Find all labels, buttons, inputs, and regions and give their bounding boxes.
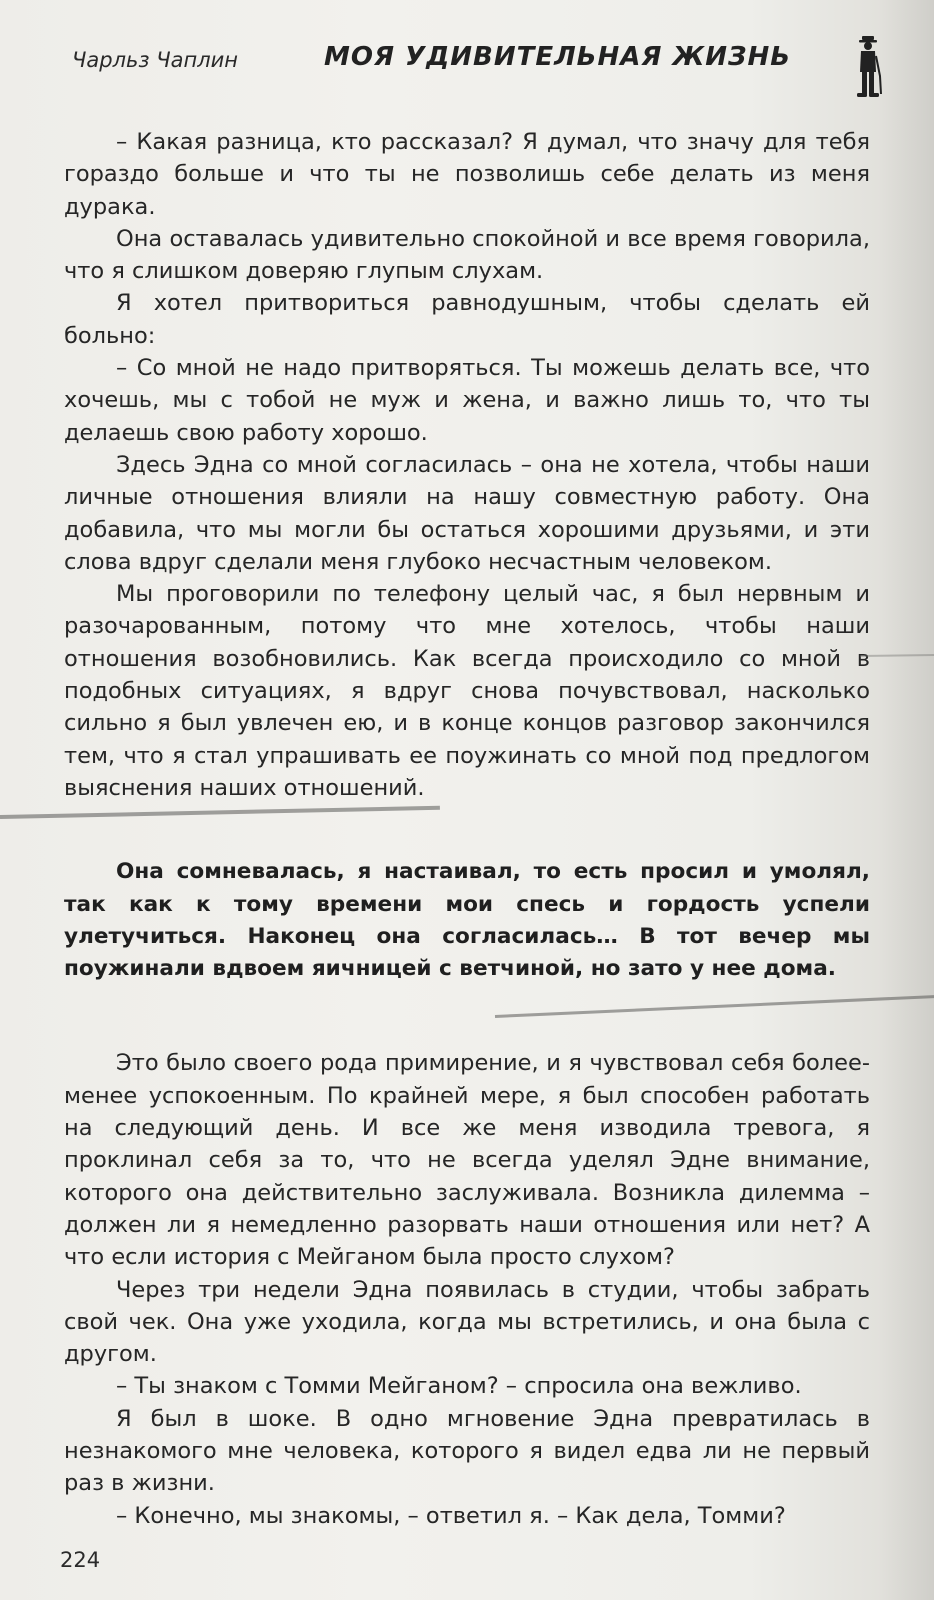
page-body [64,126,870,1532]
running-head-author: Чарльз Чаплин [72,48,239,72]
paragraph: – Конечно, мы знакомы, – ответил я. – Как дела, Томми? [116,1502,786,1529]
running-head [0,36,934,96]
paragraph: Это было своего рода примирение, и я чувствовал себя более-менее успокоенным. По крайней мере, я был способен работать на следующий день. И все же меня изводила тревога, я проклинал себя за то, что не всегда уделял Эдне внимание, которого она действительно заслуживала. Возникла дилемма – должен ли я немедленно разорвать наши отношения или нет? А что если история с Мейганом была просто слухом? [64,1050,870,1271]
paragraph: – Ты знаком с Томми Мейганом? – спросила она вежливо. [116,1373,802,1400]
spacer [64,985,870,1047]
chaplin-figure-icon [852,36,884,100]
paragraph: – Какая разница, кто рассказал? Я думал, что значу для тебя гораздо больше и что ты не позволишь себе делать из меня дурака. [64,129,870,220]
paragraph: Она оставалась удивительно спокойной и все время говорила, что я слишком доверяю глупым слухам. [64,225,870,285]
scan-artifact-line [860,654,934,657]
paragraph: – Со мной не надо притворяться. Ты можешь делать все, что хочешь, мы с тобой не муж и жена, и важно лишь то, что ты делаешь свою работу хорошо. [64,355,870,446]
bold-paragraph: Она сомневалась, я настаивал, то есть просил и умолял, так как к тому времени мои спесь и гордость успели улетучиться. Наконец она согласилась… В тот вечер мы поужинали вдвоем яичницей с ветчиной, но зато у нее дома. [64,859,870,982]
paragraph: Через три недели Эдна появилась в студии, чтобы забрать свой чек. Она уже уходила, когда мы встретились, и она была с другом. [64,1276,870,1368]
paragraph: Здесь Эдна со мной согласилась – она не хотела, чтобы наши личные отношения влияли на нашу совместную работу. Она добавила, что мы могли бы остаться хорошими друзьями, и эти слова вдруг сделали меня глубоко несчастным человеком. [64,451,870,575]
page-number: 224 [60,1548,101,1572]
running-head-title: МОЯ УДИВИТЕЛЬНАЯ ЖИЗНЬ [324,42,792,72]
paragraph: Я был в шоке. В одно мгновение Эдна превратилась в незнакомого мне человека, которого я видел едва ли не первый раз в жизни. [64,1405,870,1497]
paragraph: Мы проговорили по телефону целый час, я был нервным и разочарованным, потому что мне хотелось, чтобы наши отношения возобновились. Как всегда происходило со мной в подобных ситуациях, я вдруг снова почувствовал, насколько сильно я был увлечен ею, и в конце концов разговор закончился тем, что я стал упрашивать ее поужинать со мной под предлогом выяснения наших отношений. [64,581,870,801]
paragraph: Я хотел притвориться равнодушным, чтобы сделать ей больно: [64,290,870,349]
